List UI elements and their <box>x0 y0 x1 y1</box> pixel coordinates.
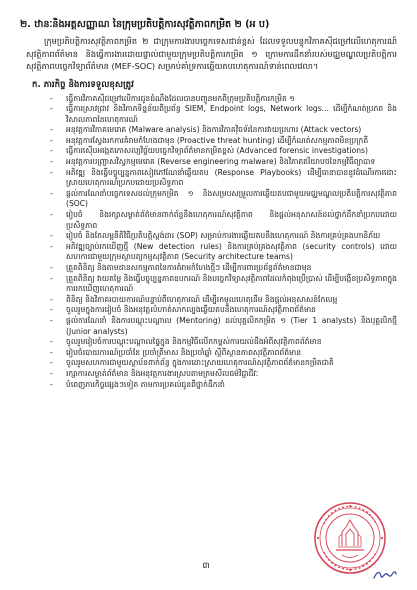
task-item <box>50 358 397 369</box>
bullet-dash: - <box>50 231 53 241</box>
task-text: ផ្តល់ការណែនាំបច្ចេកទេសដល់ក្រុមកម្រិត ១ និងសម្របសម្រួលការឆ្លើយតបជាមួយមជ្ឈមណ្ឌលប្រតិបត្តិការសុវត្ថិភាព (SOC) <box>66 188 397 209</box>
task-item <box>50 316 397 337</box>
task-text: រក្សាការសម្ងាត់ព័ត៌មាន និងអនុវត្តការងារស្របតាមក្រមសីលធម៌វិជ្ជាជីវៈ <box>66 368 259 378</box>
task-text: ធ្វើការស៊ើបអង្កេតកោសល្យវិច្ច័យបច្ចេកវិទ្យាព័ត៌មានកម្រិតខ្ពស់ (Advanced forensic investigations) <box>66 146 368 156</box>
bullet-dash: - <box>50 157 53 167</box>
task-text: រៀបចំ និងកែលម្អនីតិវិធីប្រតិបត្តិស្តង់ដារ (SOP) សម្រាប់ការងារឆ្លើយតបនឹងហេតុការណ៍ និងការគ្រប់គ្រងហានិភ័យ <box>66 231 381 241</box>
bullet-dash: - <box>50 347 53 357</box>
task-item <box>50 380 397 391</box>
task-item <box>50 104 397 125</box>
task-text: ធ្វើការស្រាវជ្រាវ និងវិភាគទិន្នន័យពីប្រព័ន្ធ SIEM, Endpoint logs, Network logs... ដើម្បីកំណត់ប្រភព និងវិសាលភាពនៃហេតុការណ៍ <box>66 104 397 124</box>
bullet-dash: - <box>50 379 53 389</box>
task-text: បំពេញភារកិច្ចផ្សេងៗទៀត តាមការប្រគល់ជូនពីថ្នាក់ដឹកនាំ <box>66 379 225 389</box>
task-text: អនុវត្តការវិភាគមេរោគ (Malware analysis) និងការវិភាគវ៉ិចទ័រនៃការវាយប្រហារ (Attack vectors) <box>66 125 362 135</box>
bullet-dash: - <box>50 368 53 378</box>
task-list <box>20 94 397 391</box>
task-text: អភិវឌ្ឍ និងធ្វើបច្ចុប្បន្នភាពសៀវភៅណែនាំឆ្លើយតប (Response Playbooks) ដើម្បីធានាបាននូវដំណើរការដោះស្រាយហេតុការណ៍ប្រកបដោយប្រសិទ្ធភាព <box>66 167 397 188</box>
task-text: ផ្តល់ការណែនាំ និងការបណ្តុះបណ្តាល (Mentoring) ដល់បុគ្គលិកកម្រិត ១ (Tier 1 analysts) និងបុគ្គលិកថ្មី (Junior analysts) <box>66 315 397 336</box>
task-item <box>50 136 397 147</box>
bullet-dash: - <box>50 125 53 135</box>
bullet-dash: - <box>50 210 53 220</box>
official-seal <box>312 500 388 576</box>
task-item <box>50 94 397 105</box>
task-item <box>50 337 397 348</box>
task-item <box>50 295 397 306</box>
document-body <box>20 18 397 390</box>
task-text: ត្រួតពិនិត្យ និងតាមដានសកម្មភាពនៃការគំរាមកំហែងថ្មីៗ ដើម្បីការពារប្រព័ន្ធព័ត៌មានជាមុន <box>66 263 312 272</box>
task-text: រៀបចំរបាយការណ៍ប្រចាំខែ ប្រចាំត្រីមាស និងប្រចាំឆ្នាំ ស្តីពីស្ថានភាពសុវត្ថិភាពព័ត៌មាន <box>66 347 302 357</box>
bullet-dash: - <box>50 273 53 283</box>
task-item <box>50 210 397 231</box>
task-item <box>50 146 397 157</box>
task-item <box>50 189 397 210</box>
task-text: អភិវឌ្ឍច្បាប់រកឃើញថ្មី (New detection rules) និងការគ្រប់គ្រងសុវត្ថិភាព (security controls) ដោយសហការជាមួយក្រុមស្ថាបត្យកម្មសុវត្ថិភាព (Security architecture teams) <box>66 241 397 262</box>
task-item <box>50 305 397 316</box>
section-heading: ២. ឋានៈនិងអត្តសញ្ញាណ នៃក្រុមប្រតិបត្តិការសុវត្ថិភាពកម្រិត ២ (អ ប) <box>20 19 270 30</box>
bullet-dash: - <box>50 135 53 145</box>
task-text: ចូលរួមក្នុងការរៀបចំ និងអនុវត្តលំហាត់សាកល្បងឆ្លើយតបនឹងហេតុការណ៍សុវត្ថិភាពព័ត៌មាន <box>66 305 316 315</box>
page-number: ៣ <box>202 561 210 571</box>
bullet-dash: - <box>50 315 53 325</box>
task-item <box>50 348 397 359</box>
signature <box>372 568 398 582</box>
bullet-dash: - <box>50 241 53 251</box>
task-text: អនុវត្តការស្វែងរកការគំរាមកំហែងជាមុន (Proactive threat hunting) ដើម្បីកំណត់សកម្មភាពមិនប្រក្រតី <box>66 135 369 145</box>
task-item <box>50 274 397 295</box>
task-item <box>50 242 397 263</box>
task-text: ត្រួតពិនិត្យ វាយតម្លៃ និងធ្វើបច្ចុប្បន្នភាពឧបករណ៍ និងបច្ចេកវិទ្យាសុវត្ថិភាពដែលកំពុងប្រើប្រាស់ ដើម្បីបង្កើនប្រសិទ្ធភាពក្នុងការរកឃើញហេតុការណ៍ <box>66 273 397 294</box>
bullet-dash: - <box>50 358 53 368</box>
task-item <box>50 157 397 168</box>
bullet-dash: - <box>50 294 53 304</box>
intro-paragraph: ក្រុមប្រតិបត្តិការសុវត្ថិភាពកម្រិត ២ ជាក្រុមការងារបច្ចេកទេសជាន់ខ្ពស់ ដែលទទួលបន្ទុកវិភាគស៊ីជម្រៅលើហេតុការណ៍សុវត្ថិភាពព័ត៌មាន និងធ្វើការងារដោយផ្ទាល់ជាមួយក្រុមប្រតិបត្តិការកម្រិត ១ ក្រោមការដឹកនាំរបស់មជ្ឈមណ្ឌលប្រតិបត្តិការសុវត្ថិភាពបច្ចេកវិទ្យាព័ត៌មាន (MEF-SOC) សម្រាប់គាំទ្រការឆ្លើយតបហេតុការណ៍ទាន់ពេលវេលា។ <box>26 36 397 71</box>
task-text: ពិនិត្យ និងវិភាគរបាយការណ៍បន្ទាប់ពីហេតុការណ៍ ដើម្បីរកមូលហេតុដើម និងផ្តល់អនុសាសន៍កែលម្អ <box>66 294 338 304</box>
task-text: ចូលរួមសហការជាមួយស្ថាប័នពាក់ព័ន្ធ ក្នុងការដោះស្រាយហេតុការណ៍សុវត្ថិភាពព័ត៌មានកម្រិតជាតិ <box>66 358 334 368</box>
task-text: ចូលរួមរៀបចំការបណ្តុះបណ្តាលផ្ទៃក្នុង និងកម្មវិធីលើកកម្ពស់ការយល់ដឹងអំពីសុវត្ថិភាពព័ត៌មាន <box>66 337 322 347</box>
bullet-dash: - <box>50 93 53 103</box>
bullet-dash: - <box>50 167 53 177</box>
bullet-dash: - <box>50 188 53 198</box>
task-item <box>50 263 397 274</box>
bullet-dash: - <box>50 104 53 114</box>
task-text: អនុវត្តការបញ្ច្រាសវិស្វកម្មមេរោគ (Reverse engineering malware) និងវិភាគឥរិយាបថនៃកម្មវិធីព្យាបាទ <box>66 157 376 167</box>
bullet-dash: - <box>50 305 53 315</box>
task-item <box>50 369 397 380</box>
task-text: ធ្វើការវិភាគស៊ីជម្រៅលើការជូនដំណឹងដែលបានបញ្ជូនមកពីក្រុមប្រតិបត្តិការកម្រិត ១ <box>66 93 295 103</box>
task-item <box>50 231 397 242</box>
tasks-subheading: ក. ភារកិច្ច និងការទទួលខុសត្រូវ <box>32 79 134 90</box>
task-text: រៀបចំ និងរក្សាសម្ងាត់ព័ត៌មានពាក់ព័ន្ធនឹងហេតុការណ៍សុវត្ថិភាព និងផ្តល់អនុសាសន៍ដល់ថ្នាក់ដឹកនាំប្រកបដោយប្រសិទ្ធភាព <box>66 210 397 230</box>
bullet-dash: - <box>50 146 53 156</box>
task-item <box>50 168 397 189</box>
task-item <box>50 125 397 136</box>
bullet-dash: - <box>50 263 53 272</box>
bullet-dash: - <box>50 337 53 347</box>
